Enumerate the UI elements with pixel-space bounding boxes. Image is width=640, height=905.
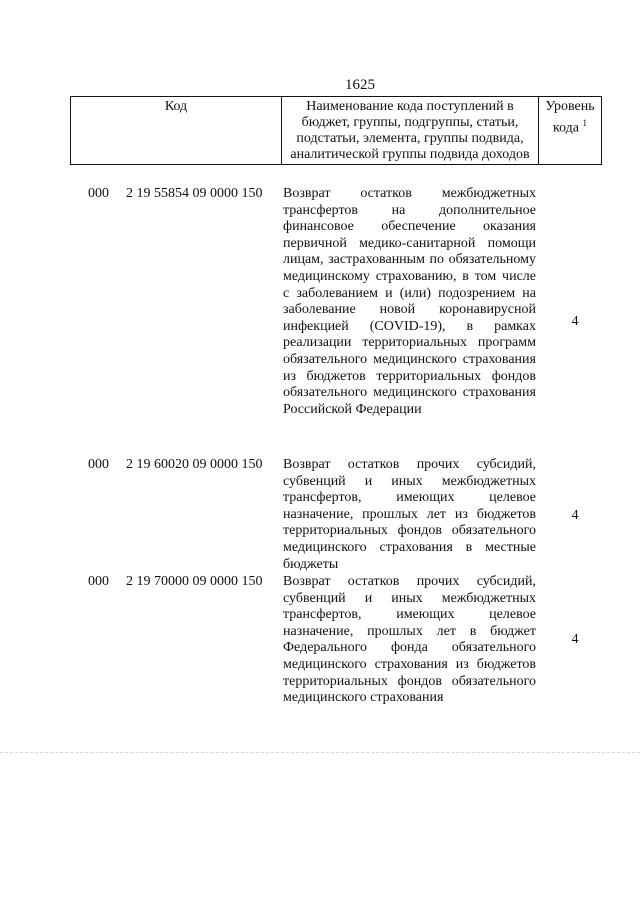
row-description: Возврат остатков прочих субсидий, субвенций и иных межбюджетных трансфертов, имеющих целевое назначение, прошлых лет в бюджет Федерального фонда обязательного медицинского страхования из бюджетов территориальных фондов обязательного медицинского страхования [283, 574, 536, 706]
row-prefix: 000 [88, 457, 109, 472]
table-header [70, 96, 602, 165]
header-level-label: Уровень кода [545, 99, 595, 136]
header-code: Код [71, 97, 282, 165]
scan-artifact-line [0, 752, 640, 755]
row-level: 4 [571, 314, 579, 329]
row-prefix: 000 [88, 186, 109, 201]
row-level: 4 [571, 632, 579, 647]
page-number: 1625 [345, 77, 375, 93]
row-code: 2 19 70000 09 0000 150 [126, 574, 263, 589]
row-code: 2 19 60020 09 0000 150 [126, 457, 263, 472]
row-description: Возврат остатков прочих субсидий, субвенций и иных межбюджетных трансфертов, имеющих целевое назначение, прошлых лет из бюджетов территориальных фондов обязательного медицинского страхования в местные бюджеты [283, 457, 536, 572]
header-level [539, 97, 602, 165]
row-prefix: 000 [88, 574, 109, 589]
row-level: 4 [571, 508, 579, 523]
header-name: Наименование кода поступлений в бюджет, группы, подгруппы, статьи, подстатьи, элемента, группы подвида, аналитической группы подвида доходов [282, 97, 539, 165]
header-level-footnote: 1 [582, 118, 588, 128]
row-code: 2 19 55854 09 0000 150 [126, 186, 263, 201]
row-description: Возврат остатков межбюджетных трансфертов на дополнительное финансовое обеспечение оказания первичной медико-санитарной помощи лицам, застрахованным по обязательному медицинскому страхованию, в том числе с заболеванием и (или) подозрением на заболевание новой коронавирусной инфекцией (COVID-19), в рамках реализации территориальных программ обязательного медицинского страхования из бюджетов территориальных фондов обязательного медицинского страхования Российской Федерации [283, 186, 536, 417]
